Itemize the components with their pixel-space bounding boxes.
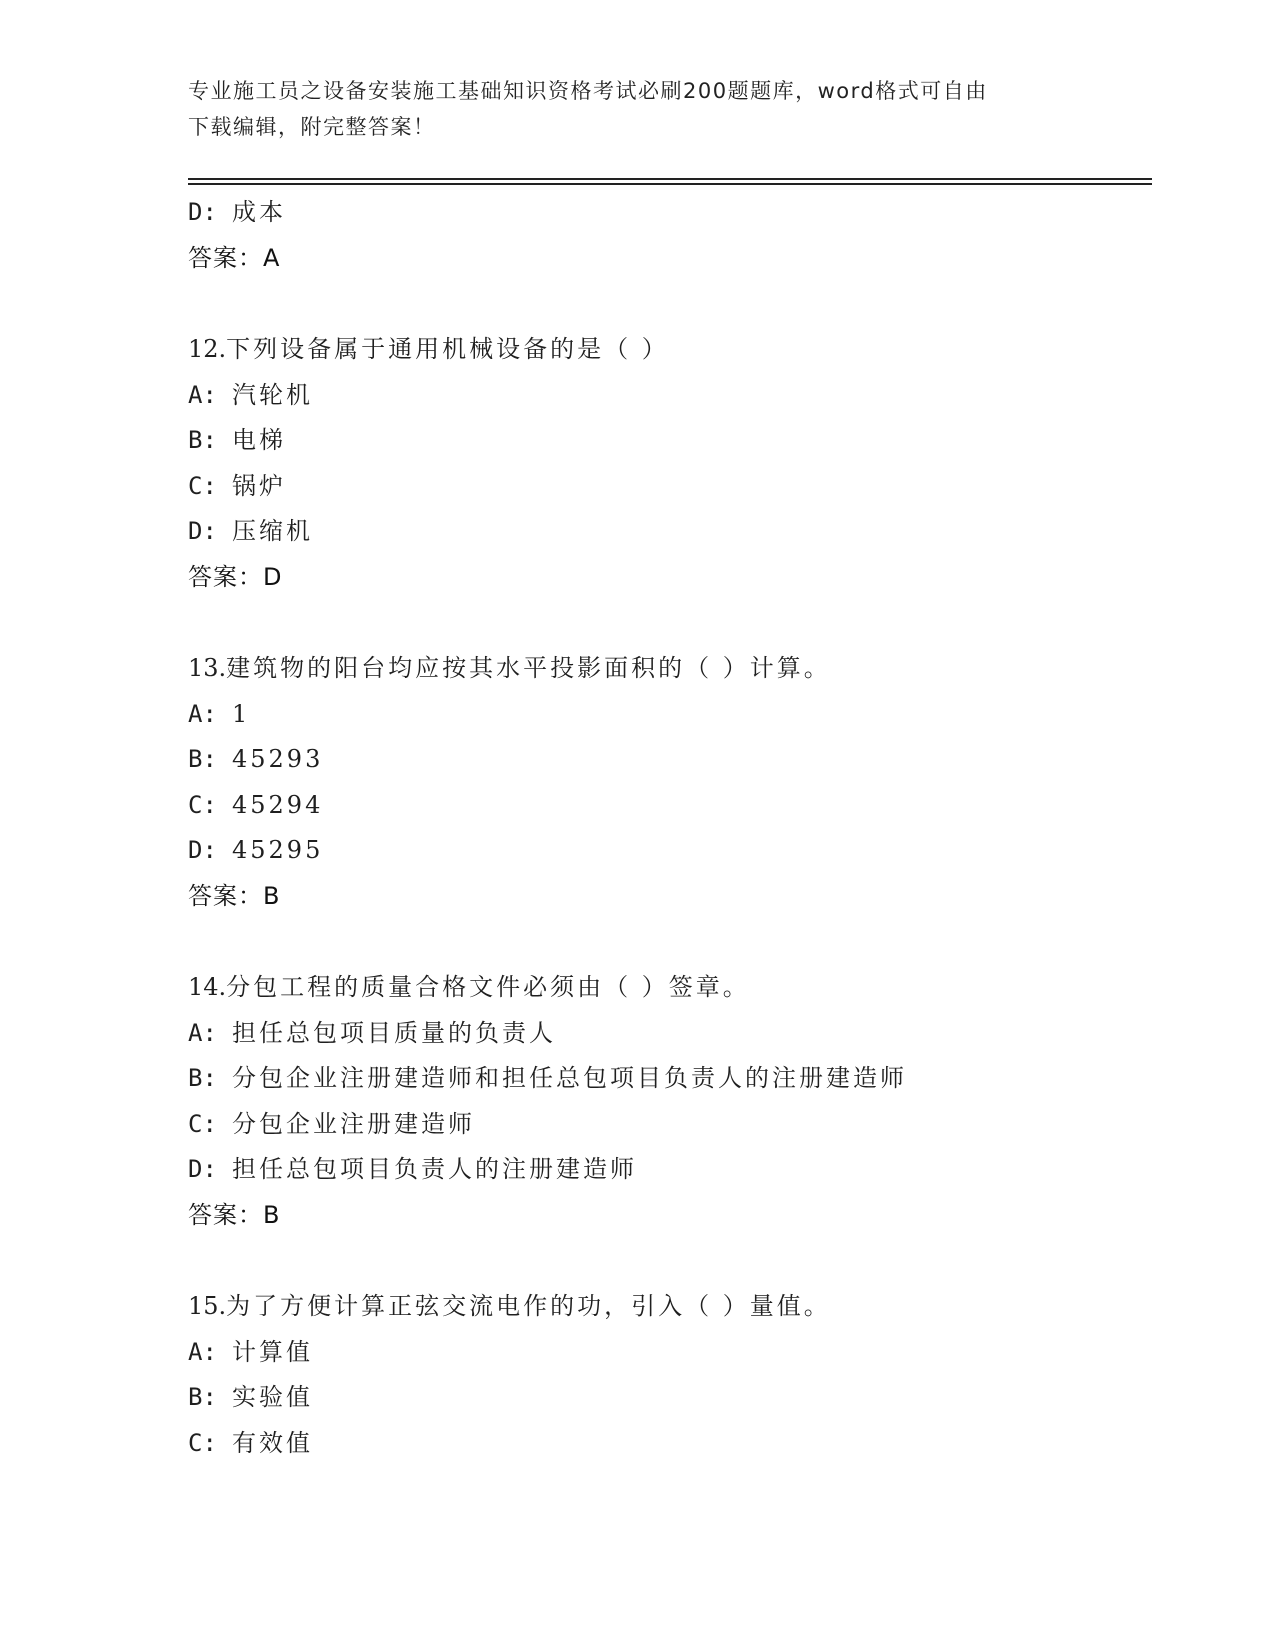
q12-option-d [188,509,1188,555]
option-label: B: [188,1383,217,1411]
option-label: D: [188,198,217,226]
option-text: 担任总包项目负责人的注册建造师 [232,1155,637,1183]
header-divider-bottom [188,183,1152,185]
option-text: 电梯 [232,426,286,454]
option-text: 锅炉 [232,471,286,500]
q15-option-a [188,1330,1188,1376]
question-text: 为了方便计算正弦交流电作的功，引入（ ）量值。 [226,1292,831,1320]
header-title-line-2: 下载编辑，附完整答案！ [188,115,436,139]
option-text: 45293 [232,745,324,773]
q15-option-b [188,1375,1188,1421]
q13-option-c [188,783,1188,829]
q14-option-d [188,1147,1188,1193]
q13-question [188,646,1188,692]
option-label: D: [188,517,217,545]
option-text: 计算值 [232,1337,313,1366]
question-list [188,190,1188,1466]
option-text: 1 [232,699,251,728]
q14-answer: 答案：B [188,1200,281,1229]
q14-option-c [188,1102,1188,1148]
option-label: C: [188,471,217,500]
q12-option-c [188,464,1188,510]
q13-option-a [188,692,1188,738]
option-label: C: [188,1109,217,1138]
header-divider-top [188,178,1152,180]
option-label: D: [188,836,217,864]
option-text: 压缩机 [232,517,313,545]
q11-option-d [188,190,1188,236]
question-number: 15. [188,1292,227,1320]
question-text: 建筑物的阳台均应按其水平投影面积的（ ）计算。 [226,654,831,682]
q14-option-b [188,1056,1188,1102]
option-text: 汽轮机 [232,380,313,409]
question-number: 12. [188,335,227,363]
option-label: A: [188,699,217,728]
option-label: B: [188,745,217,773]
option-label: C: [188,1428,217,1457]
question-number: 14. [188,973,227,1001]
spacer [188,1238,1188,1284]
option-text: 担任总包项目质量的负责人 [232,1018,556,1047]
option-text: 45295 [232,836,324,864]
option-text: 45294 [232,790,324,819]
q15-option-c [188,1421,1188,1467]
q15-question [188,1284,1188,1330]
option-text: 有效值 [232,1428,313,1457]
option-label: A: [188,1337,217,1366]
question-text: 分包工程的质量合格文件必须由（ ）签章。 [226,973,750,1001]
option-text: 分包企业注册建造师和担任总包项目负责人的注册建造师 [232,1064,907,1092]
document-header [188,73,1068,145]
q12-question [188,327,1188,373]
question-text: 下列设备属于通用机械设备的是（ ） [226,335,669,363]
q14-question [188,965,1188,1011]
q11-answer: 答案：A [188,243,281,272]
option-text: 分包企业注册建造师 [232,1109,475,1138]
q12-option-b [188,418,1188,464]
q12-option-a [188,373,1188,419]
spacer [188,600,1188,646]
q14-option-a [188,1011,1188,1057]
option-label: D: [188,1155,217,1183]
option-label: B: [188,1064,217,1092]
option-text: 成本 [232,198,286,226]
q13-option-b [188,737,1188,783]
spacer [188,919,1188,965]
q12-answer: 答案：D [188,562,283,591]
option-text: 实验值 [232,1383,313,1411]
q13-option-d [188,828,1188,874]
option-label: A: [188,380,217,409]
header-title-line-1: 专业施工员之设备安装施工基础知识资格考试必刷200题题库，word格式可自由 [188,79,988,103]
option-label: A: [188,1018,217,1047]
option-label: B: [188,426,217,454]
q13-answer: 答案：B [188,881,281,910]
option-label: C: [188,790,217,819]
question-number: 13. [188,654,227,682]
spacer [188,281,1188,327]
